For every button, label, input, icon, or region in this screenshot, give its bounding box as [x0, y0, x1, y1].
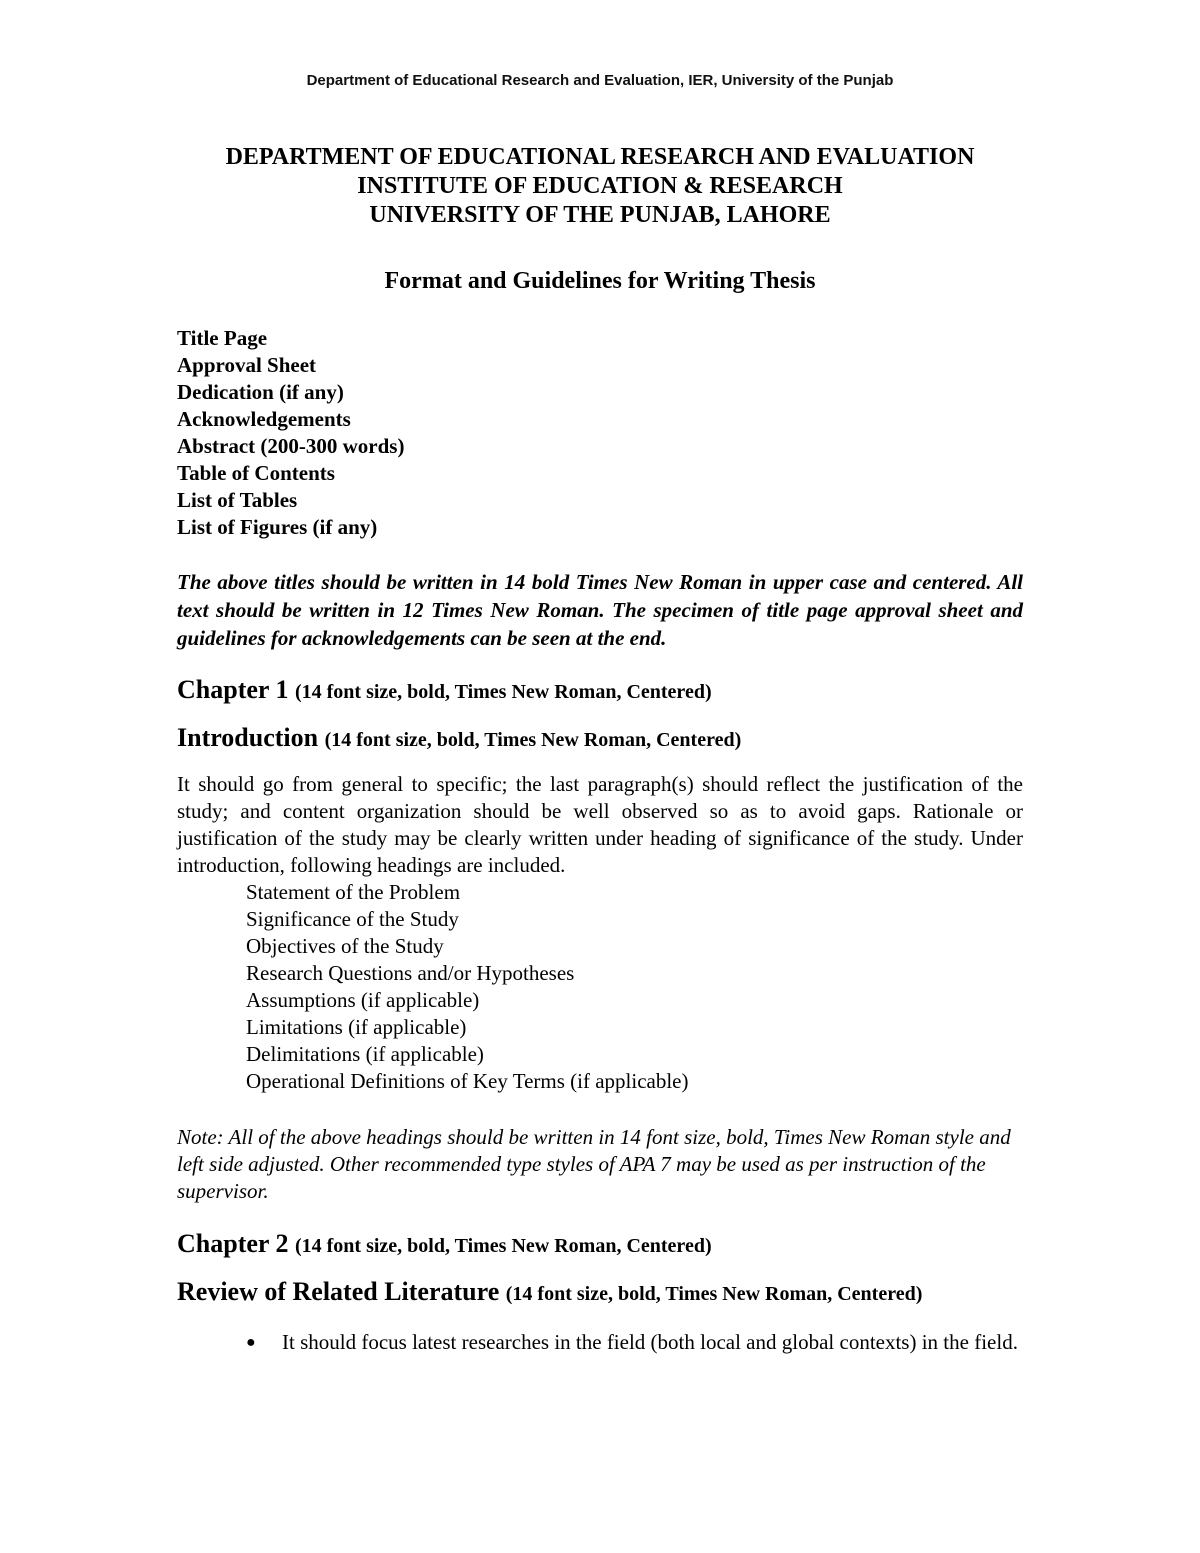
list-item: Approval Sheet — [177, 353, 317, 377]
list-item: Limitations (if applicable) — [246, 1015, 467, 1039]
list-item: Operational Definitions of Key Terms (if applicable) — [246, 1069, 689, 1093]
literature-review-heading — [177, 1277, 922, 1307]
bullet-text: It should focus latest researches in the field (both local and global contexts) in the field. — [282, 1330, 1018, 1354]
literature-review-bullets — [246, 1329, 1023, 1356]
chapter2-title: Chapter 2 — [177, 1229, 289, 1258]
list-item: Acknowledgements — [177, 407, 351, 431]
list-item: Objectives of the Study — [246, 934, 444, 958]
running-header: Department of Educational Research and Evaluation, IER, University of the Punjab — [306, 72, 894, 89]
introduction-heading — [177, 723, 741, 753]
institute-line: INSTITUTE OF EDUCATION & RESEARCH — [357, 173, 843, 199]
chapter1-format-note: (14 font size, bold, Times New Roman, Centered) — [294, 681, 712, 703]
headings-note: Note: All of the above headings should be written in 14 font size, bold, Times New Roman style and left side adjusted. Other recommended type styles of APA 7 may be used as per instruction of the supervisor. — [177, 1125, 1011, 1203]
introduction-headings-list — [246, 879, 689, 1095]
list-item: List of Figures (if any) — [177, 515, 378, 539]
introduction-paragraph: It should go from general to specific; the last paragraph(s) should reflect the justification of the study; and content organization should be well observed so as to avoid gaps. Rationale or justification of the study may be clearly written under heading of significance of the study. Under introduction, following headings are included. — [177, 772, 1023, 877]
chapter1-title: Chapter 1 — [177, 675, 289, 704]
department-heading — [0, 143, 1200, 230]
list-item: Significance of the Study — [246, 907, 459, 931]
chapter2-format-note: (14 font size, bold, Times New Roman, Centered) — [294, 1235, 712, 1257]
literature-review-title: Review of Related Literature — [177, 1277, 500, 1306]
list-item: Title Page — [177, 326, 268, 350]
list-item: Table of Contents — [177, 461, 335, 485]
list-item: Statement of the Problem — [246, 880, 461, 904]
list-item: Research Questions and/or Hypotheses — [246, 961, 575, 985]
list-item: Abstract (200-300 words) — [177, 434, 405, 458]
university-line: UNIVERSITY OF THE PUNJAB, LAHORE — [369, 202, 831, 228]
chapter2-heading — [177, 1229, 712, 1259]
list-item: Delimitations (if applicable) — [246, 1042, 484, 1066]
list-item: Assumptions (if applicable) — [246, 988, 480, 1012]
literature-review-format-note: (14 font size, bold, Times New Roman, Centered) — [505, 1283, 923, 1305]
department-line: DEPARTMENT OF EDUCATIONAL RESEARCH AND EVALUATION — [225, 144, 975, 170]
bullet-icon: ● — [246, 1334, 256, 1351]
front-matter-instruction: The above titles should be written in 14 bold Times New Roman in upper case and centered. All text should be written in 12 Times New Roman. The specimen of title page approval sheet and guidelines for acknowledgements can be seen at the end. — [177, 570, 1023, 650]
document-title: Format and Guidelines for Writing Thesis — [384, 268, 816, 294]
list-item: List of Tables — [177, 488, 298, 512]
list-item — [246, 1329, 1023, 1356]
front-matter-list — [177, 325, 404, 541]
introduction-format-note: (14 font size, bold, Times New Roman, Centered) — [324, 729, 742, 751]
list-item: Dedication (if any) — [177, 380, 344, 404]
chapter1-heading — [177, 675, 712, 705]
introduction-title: Introduction — [177, 723, 319, 752]
